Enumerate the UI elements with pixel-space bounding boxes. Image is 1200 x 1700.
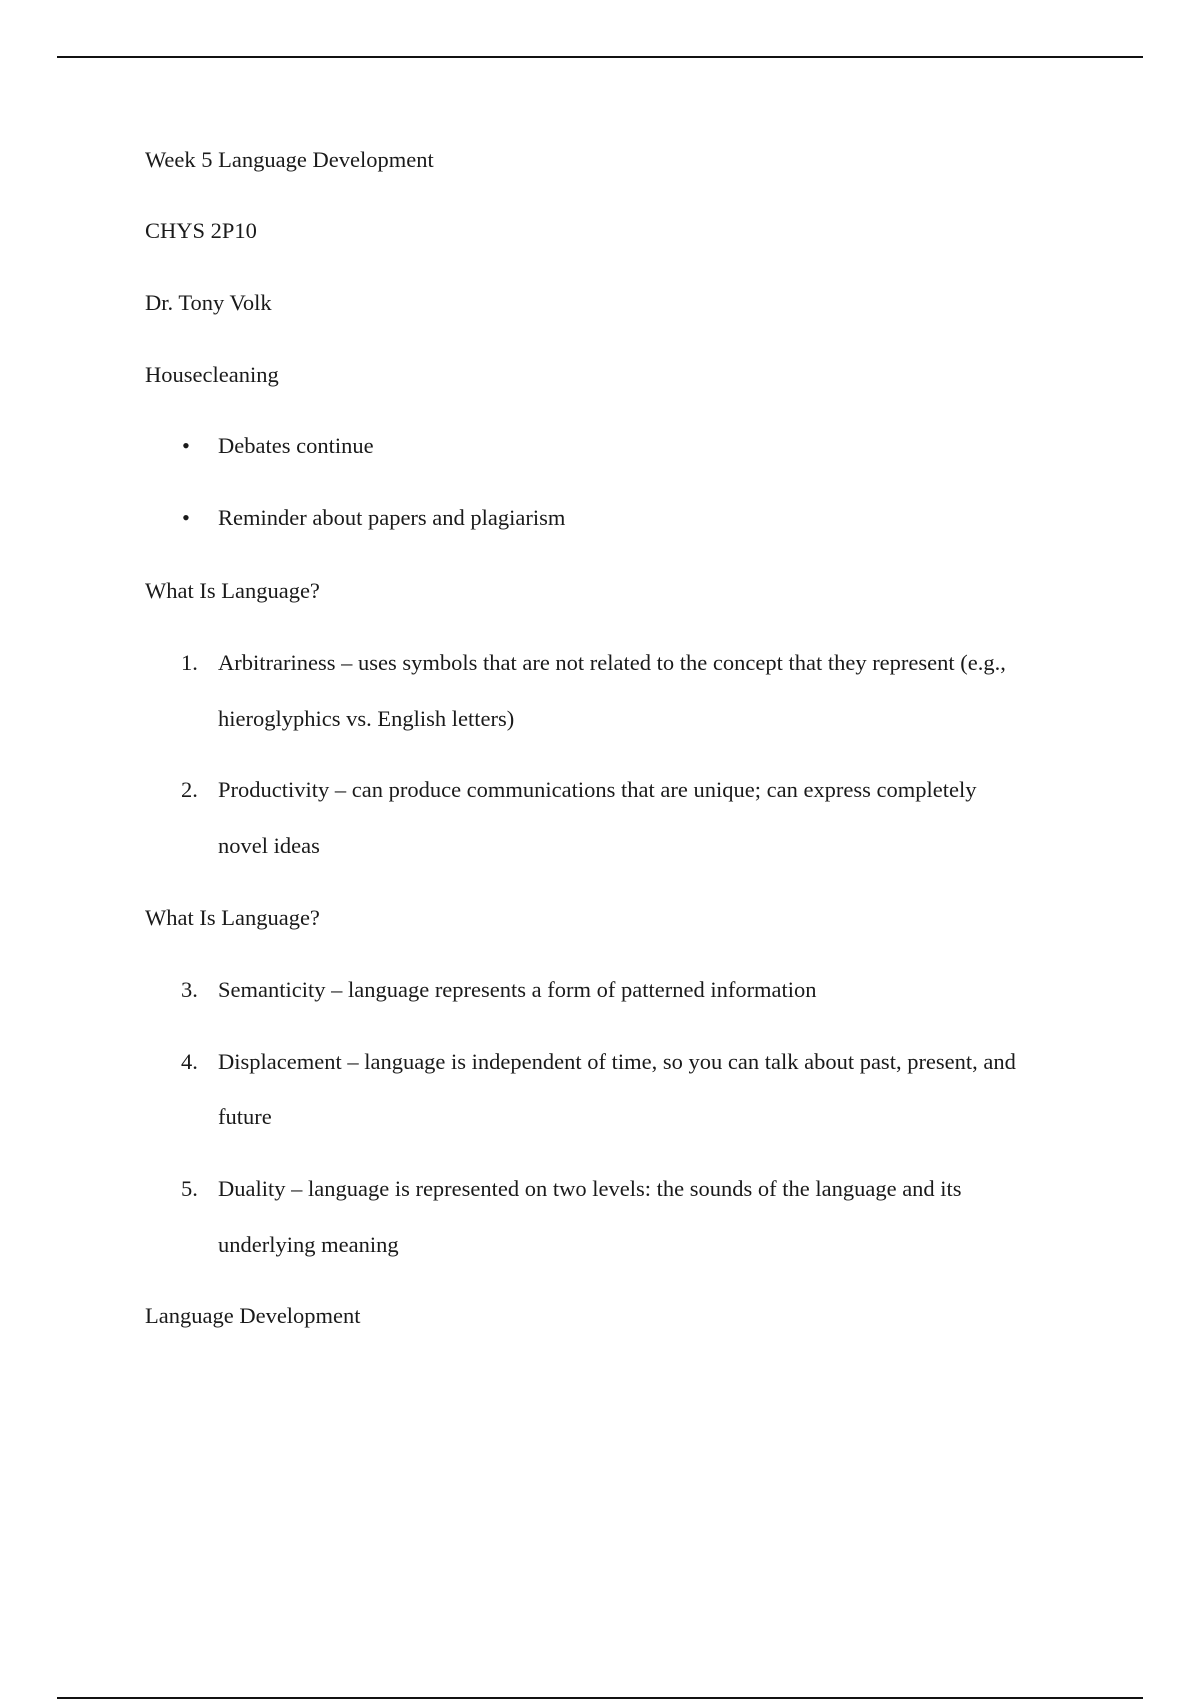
document-title: Week 5 Language Development [145, 147, 434, 172]
section-heading-language-development: Language Development [145, 1303, 361, 1328]
list-item-number: 1. [181, 650, 198, 675]
bullet-icon: • [182, 433, 190, 458]
list-item-line: future [218, 1104, 272, 1129]
list-item: Reminder about papers and plagiarism [218, 505, 566, 530]
section-heading-what-is-language-2: What Is Language? [145, 905, 320, 930]
instructor-name: Dr. Tony Volk [145, 290, 272, 315]
list-item-line: Semanticity – language represents a form of patterned information [218, 977, 817, 1002]
list-item-number: 3. [181, 977, 198, 1002]
section-heading-housecleaning: Housecleaning [145, 362, 279, 387]
list-item-line: underlying meaning [218, 1232, 399, 1257]
list-item-number: 2. [181, 777, 198, 802]
list-item-number: 4. [181, 1049, 198, 1074]
list-item-number: 5. [181, 1176, 198, 1201]
list-item-line: hieroglyphics vs. English letters) [218, 706, 515, 731]
list-item-line: Displacement – language is independent of time, so you can talk about past, present, and [218, 1049, 1016, 1074]
list-item-line: Duality – language is represented on two levels: the sounds of the language and its [218, 1176, 962, 1201]
section-heading-what-is-language: What Is Language? [145, 578, 320, 603]
list-item-line: Arbitrariness – uses symbols that are not related to the concept that they represent (e.g., [218, 650, 1006, 675]
bullet-icon: • [182, 505, 190, 530]
course-code: CHYS 2P10 [145, 218, 257, 243]
footer-rule [57, 1697, 1143, 1699]
list-item: Debates continue [218, 433, 374, 458]
list-item-line: novel ideas [218, 833, 320, 858]
list-item-line: Productivity – can produce communications that are unique; can express completely [218, 777, 977, 802]
